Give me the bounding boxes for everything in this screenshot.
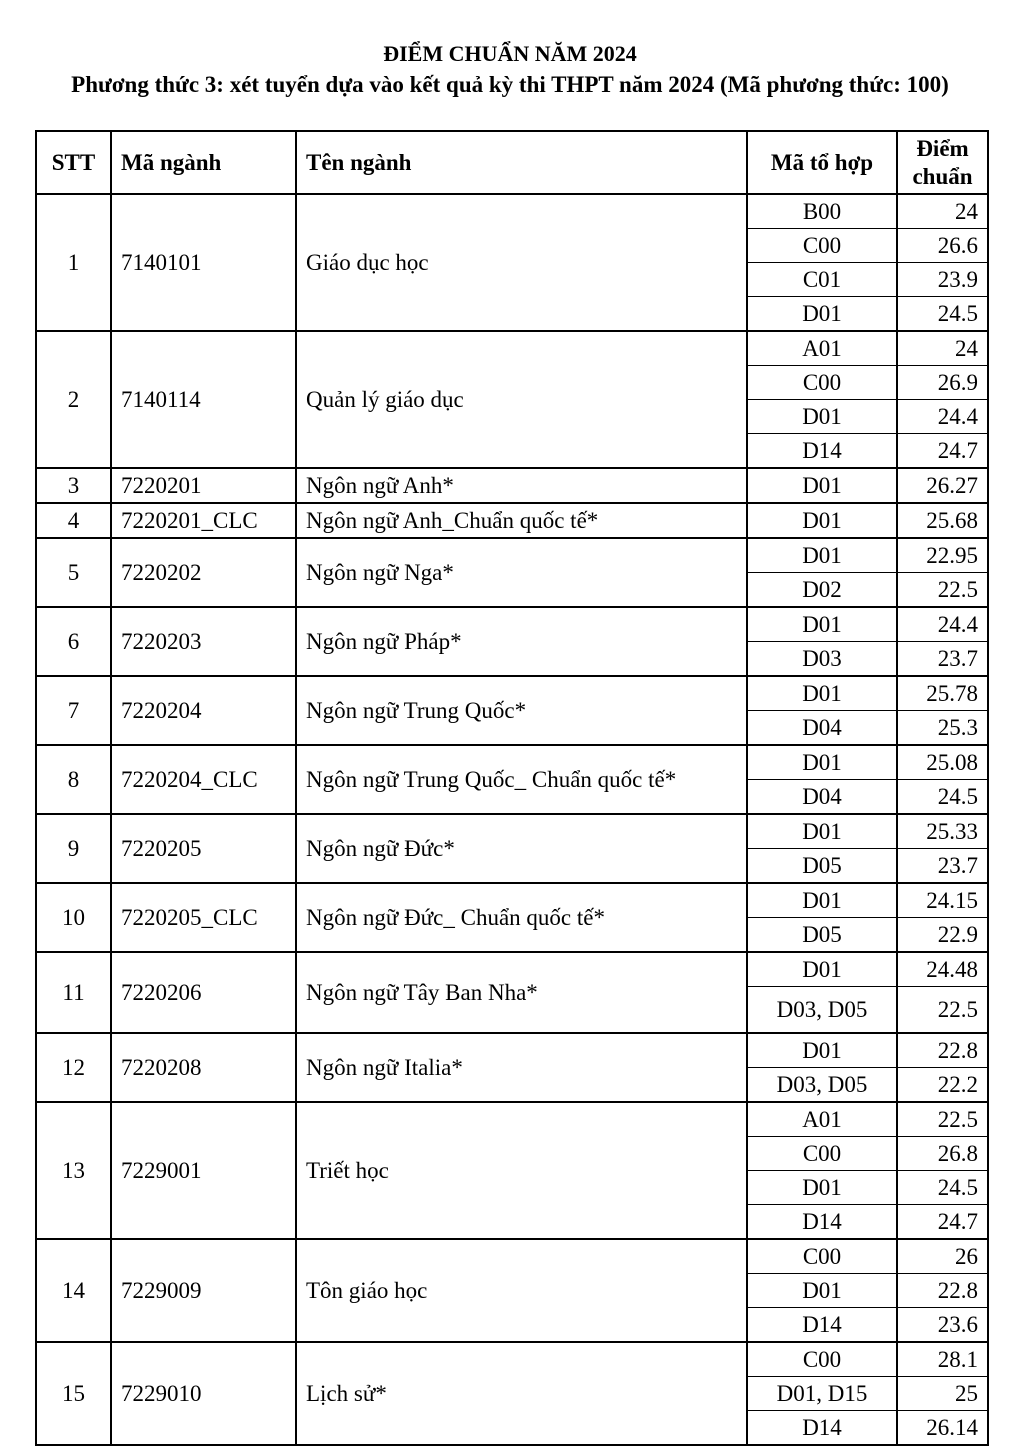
table-row [36, 676, 988, 711]
major-code-cell: 7220205_CLC [111, 883, 296, 952]
major-name-cell: Ngôn ngữ Trung Quốc_ Chuẩn quốc tế* [296, 745, 747, 814]
table-row [36, 607, 988, 642]
combo-code-cell: D01 [747, 1033, 897, 1068]
cutoff-score-cell: 26.27 [897, 468, 988, 503]
cutoff-score-cell: 24.5 [897, 297, 988, 332]
table-row [36, 1342, 988, 1377]
cutoff-score-cell: 22.5 [897, 573, 988, 608]
combo-code-cell: D14 [747, 1411, 897, 1446]
column-header-cutoff-score: Điểm chuẩn [897, 131, 988, 194]
cutoff-score-cell: 25.3 [897, 711, 988, 746]
combo-code-cell: D01 [747, 676, 897, 711]
scores-table-body [36, 194, 988, 1445]
combo-code-cell: A01 [747, 1102, 897, 1137]
cutoff-score-cell: 25.08 [897, 745, 988, 780]
scores-table [35, 130, 989, 1446]
combo-code-cell: D03, D05 [747, 1068, 897, 1103]
cutoff-score-cell: 25.78 [897, 676, 988, 711]
major-code-cell: 7220201 [111, 468, 296, 503]
cutoff-score-cell: 22.5 [897, 1102, 988, 1137]
combo-code-cell: C00 [747, 229, 897, 263]
table-row [36, 331, 988, 366]
combo-code-cell: D01 [747, 468, 897, 503]
combo-code-cell: B00 [747, 194, 897, 229]
table-row [36, 194, 988, 229]
combo-code-cell: D03 [747, 642, 897, 677]
table-header-row [36, 131, 988, 194]
column-header-major-code: Mã ngành [111, 131, 296, 194]
stt-cell: 14 [36, 1239, 111, 1342]
table-row [36, 814, 988, 849]
combo-code-cell: D05 [747, 918, 897, 953]
cutoff-score-cell: 23.7 [897, 642, 988, 677]
stt-cell: 8 [36, 745, 111, 814]
major-code-cell: 7220203 [111, 607, 296, 676]
combo-code-cell: D01 [747, 1171, 897, 1205]
cutoff-score-cell: 26.9 [897, 366, 988, 400]
major-code-cell: 7229001 [111, 1102, 296, 1239]
combo-code-cell: D01 [747, 952, 897, 987]
stt-cell: 3 [36, 468, 111, 503]
combo-code-cell: D01 [747, 400, 897, 434]
table-row [36, 1102, 988, 1137]
table-row [36, 745, 988, 780]
combo-code-cell: D04 [747, 780, 897, 815]
major-name-cell: Giáo dục học [296, 194, 747, 331]
stt-cell: 5 [36, 538, 111, 607]
table-row [36, 1033, 988, 1068]
column-header-combo-code: Mã tổ hợp [747, 131, 897, 194]
cutoff-score-cell: 26.8 [897, 1137, 988, 1171]
major-name-cell: Ngôn ngữ Anh_Chuẩn quốc tế* [296, 503, 747, 538]
combo-code-cell: C00 [747, 1342, 897, 1377]
major-code-cell: 7220208 [111, 1033, 296, 1102]
major-code-cell: 7229009 [111, 1239, 296, 1342]
cutoff-score-cell: 24.7 [897, 1205, 988, 1240]
cutoff-score-cell: 24.48 [897, 952, 988, 987]
cutoff-score-cell: 24.15 [897, 883, 988, 918]
major-name-cell: Ngôn ngữ Đức* [296, 814, 747, 883]
combo-code-cell: D14 [747, 434, 897, 469]
major-code-cell: 7220204 [111, 676, 296, 745]
cutoff-score-cell: 23.6 [897, 1308, 988, 1343]
major-name-cell: Ngôn ngữ Trung Quốc* [296, 676, 747, 745]
column-header-stt: STT [36, 131, 111, 194]
cutoff-score-cell: 24.5 [897, 1171, 988, 1205]
major-code-cell: 7220201_CLC [111, 503, 296, 538]
combo-code-cell: D03, D05 [747, 987, 897, 1034]
cutoff-score-cell: 24.4 [897, 607, 988, 642]
table-row [36, 538, 988, 573]
combo-code-cell: D01 [747, 503, 897, 538]
stt-cell: 9 [36, 814, 111, 883]
stt-cell: 12 [36, 1033, 111, 1102]
cutoff-score-cell: 22.2 [897, 1068, 988, 1103]
combo-code-cell: D01 [747, 538, 897, 573]
cutoff-score-cell: 25.68 [897, 503, 988, 538]
page-title: ĐIỂM CHUẨN NĂM 2024 [383, 41, 637, 66]
major-name-cell: Lịch sử* [296, 1342, 747, 1445]
combo-code-cell: D05 [747, 849, 897, 884]
document-header [0, 0, 1020, 102]
table-row [36, 503, 988, 538]
major-name-cell: Ngôn ngữ Pháp* [296, 607, 747, 676]
combo-code-cell: C00 [747, 1239, 897, 1274]
major-code-cell: 7229010 [111, 1342, 296, 1445]
cutoff-score-cell: 24.4 [897, 400, 988, 434]
combo-code-cell: C01 [747, 263, 897, 297]
cutoff-score-cell: 22.95 [897, 538, 988, 573]
table-row [36, 468, 988, 503]
major-code-cell: 7140114 [111, 331, 296, 468]
cutoff-score-cell: 24.5 [897, 780, 988, 815]
cutoff-score-cell: 26.14 [897, 1411, 988, 1446]
major-name-cell: Quản lý giáo dục [296, 331, 747, 468]
combo-code-cell: D01, D15 [747, 1377, 897, 1411]
stt-cell: 13 [36, 1102, 111, 1239]
combo-code-cell: C00 [747, 1137, 897, 1171]
cutoff-score-cell: 24 [897, 331, 988, 366]
stt-cell: 11 [36, 952, 111, 1033]
major-name-cell: Tôn giáo học [296, 1239, 747, 1342]
major-name-cell: Ngôn ngữ Đức_ Chuẩn quốc tế* [296, 883, 747, 952]
stt-cell: 1 [36, 194, 111, 331]
combo-code-cell: D02 [747, 573, 897, 608]
stt-cell: 2 [36, 331, 111, 468]
cutoff-score-cell: 22.5 [897, 987, 988, 1034]
major-code-cell: 7220202 [111, 538, 296, 607]
stt-cell: 6 [36, 607, 111, 676]
cutoff-score-cell: 25 [897, 1377, 988, 1411]
cutoff-score-cell: 25.33 [897, 814, 988, 849]
cutoff-score-cell: 28.1 [897, 1342, 988, 1377]
major-code-cell: 7220205 [111, 814, 296, 883]
major-name-cell: Ngôn ngữ Nga* [296, 538, 747, 607]
stt-cell: 4 [36, 503, 111, 538]
combo-code-cell: D01 [747, 883, 897, 918]
cutoff-score-cell: 22.9 [897, 918, 988, 953]
table-row [36, 883, 988, 918]
combo-code-cell: D14 [747, 1205, 897, 1240]
cutoff-score-cell: 26.6 [897, 229, 988, 263]
stt-cell: 15 [36, 1342, 111, 1445]
major-code-cell: 7220204_CLC [111, 745, 296, 814]
combo-code-cell: D01 [747, 607, 897, 642]
major-name-cell: Triết học [296, 1102, 747, 1239]
combo-code-cell: D14 [747, 1308, 897, 1343]
combo-code-cell: D01 [747, 297, 897, 332]
column-header-major-name: Tên ngành [296, 131, 747, 194]
page-subtitle: Phương thức 3: xét tuyển dựa vào kết quả kỳ thi THPT năm 2024 (Mã phương thức: 100) [71, 72, 949, 97]
combo-code-cell: D01 [747, 1274, 897, 1308]
major-name-cell: Ngôn ngữ Anh* [296, 468, 747, 503]
combo-code-cell: D01 [747, 814, 897, 849]
stt-cell: 7 [36, 676, 111, 745]
major-name-cell: Ngôn ngữ Italia* [296, 1033, 747, 1102]
combo-code-cell: D01 [747, 745, 897, 780]
combo-code-cell: D04 [747, 711, 897, 746]
major-code-cell: 7220206 [111, 952, 296, 1033]
cutoff-score-cell: 22.8 [897, 1033, 988, 1068]
cutoff-score-cell: 22.8 [897, 1274, 988, 1308]
table-row [36, 1239, 988, 1274]
cutoff-score-cell: 23.9 [897, 263, 988, 297]
major-code-cell: 7140101 [111, 194, 296, 331]
combo-code-cell: C00 [747, 366, 897, 400]
table-row [36, 952, 988, 987]
major-name-cell: Ngôn ngữ Tây Ban Nha* [296, 952, 747, 1033]
cutoff-score-cell: 23.7 [897, 849, 988, 884]
cutoff-score-cell: 24 [897, 194, 988, 229]
cutoff-score-cell: 24.7 [897, 434, 988, 469]
cutoff-score-cell: 26 [897, 1239, 988, 1274]
combo-code-cell: A01 [747, 331, 897, 366]
stt-cell: 10 [36, 883, 111, 952]
